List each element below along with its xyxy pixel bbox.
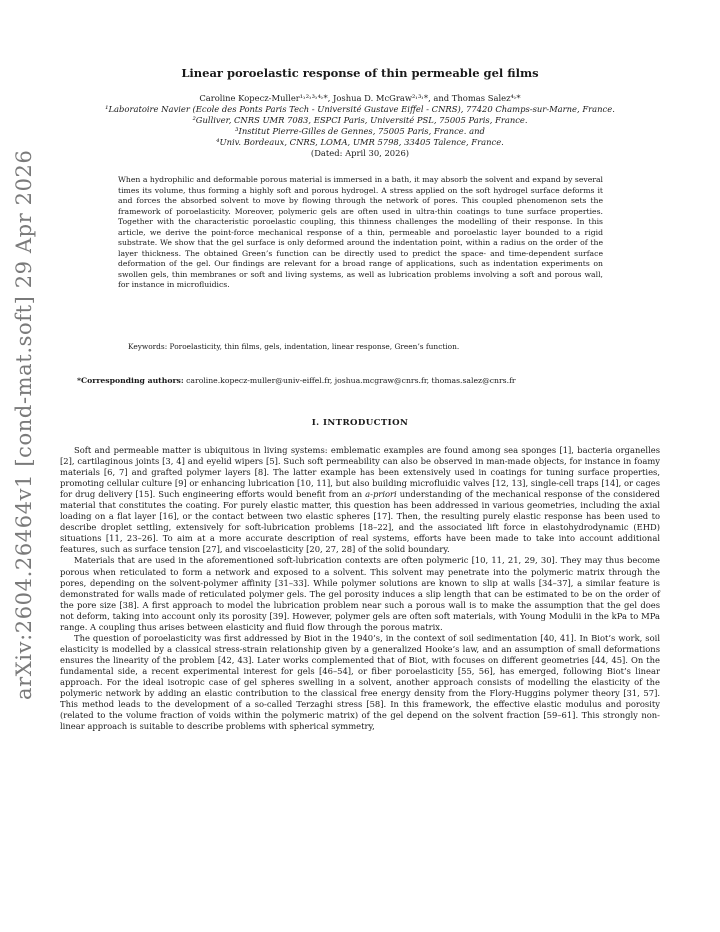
affiliation-3: ³Institut Pierre-Gilles de Gennes, 75005 Paris, France. and [235,126,485,137]
paragraph-3-text: The question of poroelasticity was first addressed by Biot in the 1940’s, in the context of soil sedimentation [40, 41]. In Biot’s work, soil elasticity is modelled by a classical stress-strain relationship given by a generalized Hooke’s law, and an assumption of small deformations ensures the linearity of the problem [42, 43]. Later works complemented that of Biot, with focuses on different geometries [44, 45]. On the fundamental side, a recent experimental interest for gels [46–54], or fiber poroelasticity [55, 56], has emerged, following Biot’s linear approach. For the ideal isotropic case of gel spheres swelling in a solvent, another approach consists of modelling the elasticity of the polymeric network by adding an elastic contribution to the classical free energy density from the Flory-Huggins polymer theory [31, 57]. This method leads to the development of a so-called Terzaghi stress [58]. In this framework, the effective elastic modulus and porosity (related to the volume fraction of voids within the polymeric matrix) of the gel depend on the solvent fraction [59–61]. This strongly non-linear approach is suitable to describe problems with spherical symmetry, [60,632,660,732]
corresponding-emails: caroline.kopecz-muller@univ-eiffel.fr, joshua.mcgraw@cnrs.fr, thomas.salez@cnrs.fr [186,376,516,385]
corresponding-label: *Corresponding authors: [77,376,184,385]
affiliation-2: ²Gulliver, CNRS UMR 7083, ESPCI Paris, Université PSL, 75005 Paris, France. [192,115,528,126]
dated-line: (Dated: April 30, 2026) [310,148,410,159]
section-heading: I. INTRODUCTION [311,418,409,428]
affiliation-1: ¹Laboratoire Navier (Ecole des Ponts Paris Tech - Université Gustave Eiffel - CNRS), 77420 Champs-sur-Marne, France. [105,104,615,115]
keywords: Keywords: Poroelasticity, thin films, gels, indentation, linear response, Green’s function. [128,342,460,351]
paragraph-2-text: Materials that are used in the aforementioned soft-lubrication contexts are often polymeric [10, 11, 21, 29, 30]. They may thus become porous when reticulated to form a network and exposed to a solvent. This solvent may penetrate into the polymeric matrix through the pores, depending on the solvent-polymer affinity [31–33]. While polymer solutions are known to slip at walls [34–37], a similar feature is demonstrated for walls made of reticulated polymer gels. The gel porosity induces a slip length that can be estimated to be on the order of the pore size [38]. A first approach to model the lubrication problem near such a porous wall is to make the assumption that the gel does not deform, taking into account only its porosity [39]. However, polymer gels are often soft materials, with Young Modulii in the kPa to MPa range. A coupling thus arises between elasticity and fluid flow through the porous matrix. [60,555,660,632]
paper-title: Linear poroelastic response of thin permeable gel films [181,66,539,80]
paragraph-3 [60,633,660,732]
paragraph-1 [60,445,660,555]
arxiv-sidebar-identifier: arXiv:2604.26464v1 [cond-mat.soft] 29 Apr 2026 [12,149,36,700]
body-text [60,445,660,732]
author-block [0,93,720,160]
paragraph-1-emphasis: a-priori [365,489,397,500]
paragraph-2 [60,555,660,632]
corresponding-authors [77,376,677,385]
paragraph-1-text-b: understanding of the mechanical response of the considered material that constitutes the coating. For purely elastic matter, this question has been addressed in various geometries, including the axial loading on a flat layer [16], or the contact between two elastic spheres [17]. Then, the resulting purely elastic response has been used to describe droplet settling, extensively for soft-lubrication problems [18–22], and the associated lift force in elastohydrodynamic (EHD) situations [11, 23–26]. To aim at a more accurate description of real systems, efforts have been made to take into account additional features, such as surface tension [27], and viscoelasticity [20, 27, 28] of the solid boundary. [60,489,660,555]
author-names: Caroline Kopecz-Muller¹˒²˒³˒⁴˒*, Joshua D. McGraw²˒³˒*, and Thomas Salez⁴˒* [199,93,521,103]
abstract: When a hydrophilic and deformable porous material is immersed in a bath, it may absorb the solvent and expand by several times its volume, thus forming a highly soft and porous hydrogel. A stress applied on the soft hydrogel surface deforms it and forces the absorbed solvent to move by flowing through the network of pores. This coupled phenomenon sets the framework of poroelasticity. Moreover, polymeric gels are often used in ultra-thin coatings to tune surface properties. Together with the characteristic poroelastic coupling, this thinness challenges the modelling of their response. In this article, we derive the point-force mechanical response of a thin, permeable and poroelastic layer bounded to a rigid substrate. We show that the gel surface is only deformed around the indentation point, within a radius on the order of the layer thickness. The obtained Green’s function can be directly used to predict the space- and time-dependent surface deformation of the gel. Our findings are relevant for a broad range of applications, such as indentation experiments on swollen gels, thin membranes or soft and living systems, as well as lubrication problems involving a soft and porous wall, for instance in microfluidics. [118,175,603,289]
affiliation-4: ⁴Univ. Bordeaux, CNRS, LOMA, UMR 5798, 33405 Talence, France. [216,137,504,148]
paragraph-1-text-a: Soft and permeable matter is ubiquitous in living systems: emblematic examples are found among sea sponges [1], bacteria organelles [2], cartilaginous joints [3, 4] and eyelid wipers [5]. Such soft permeability can also be observed in man-made objects, for instance in foamy materials [6, 7] and grafted polymer layers [8]. The latter example has been extensively used in coatings for tuning surface properties, promoting cellular culture [9] or enhancing lubrication [10, 11], but also building microfluidic valves [12, 13], single-cell traps [14], or cages for drug delivery [15]. Such engineering efforts would benefit from an [60,445,660,500]
